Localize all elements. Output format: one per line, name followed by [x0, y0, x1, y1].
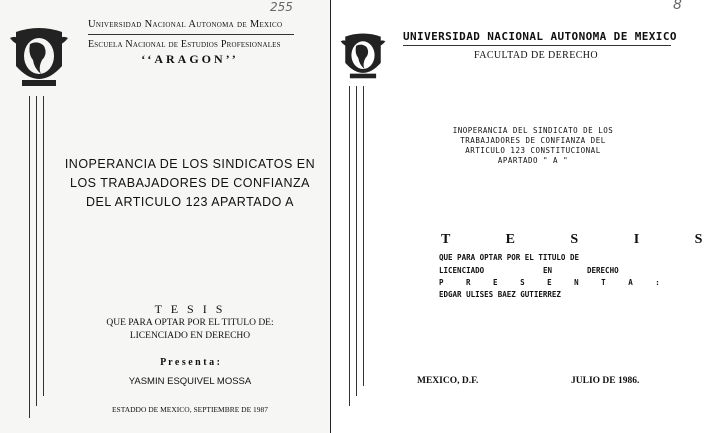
degree-word: LICENCIADO	[439, 266, 485, 275]
degree-text: LICENCIADO EN DERECHO	[129, 331, 251, 341]
purpose-text: QUE PARA OPTAR POR EL TITULO DE	[439, 253, 579, 262]
title-line: INOPERANCIA DE LOS SINDICATOS EN	[64, 157, 316, 171]
title-line: INOPERANCIA DEL SINDICATO DE LOS	[452, 126, 614, 135]
purpose-text: QUE PARA OPTAR POR EL TITULO DE:	[106, 318, 274, 328]
date-text: JULIO DE 1986.	[571, 376, 640, 386]
campus-name: ‘‘ARAGON’’	[141, 52, 239, 66]
presenta-label: P r e s e n t a :	[160, 357, 220, 368]
handwritten-page-number: 8	[673, 0, 682, 13]
unam-seal-icon	[8, 26, 70, 96]
presenta-label: P R E S E N T A :	[439, 278, 669, 287]
author-name: EDGAR ULISES BAEZ GUTIERREZ	[439, 290, 561, 299]
header-rule	[403, 45, 671, 46]
faculty-name: FACULTAD DE DERECHO	[473, 50, 599, 61]
decorative-rule-1	[349, 86, 350, 406]
decorative-rule-2	[36, 96, 37, 406]
place-text: MEXICO, D.F.	[417, 376, 479, 386]
university-name: UNIVERSIDAD NACIONAL AUTONOMA DE MEXICO	[403, 30, 677, 43]
decorative-rule-2	[356, 86, 357, 396]
title-line: TRABAJADORES DE CONFIANZA DEL	[460, 136, 606, 145]
unam-seal-icon	[333, 32, 393, 86]
header-rule	[88, 34, 294, 35]
title-line: LOS TRABAJADORES DE CONFIANZA	[69, 176, 311, 190]
author-name: YASMIN ESQUIVEL MOSSA	[128, 376, 252, 387]
right-thesis-cover	[330, 0, 728, 433]
handwritten-page-number: 255	[270, 0, 293, 14]
degree-word: EN	[543, 266, 553, 275]
school-name: Escuela Nacional de Estudios Profesionales	[88, 39, 281, 50]
university-name: Universidad Nacional Autonoma de Mexico	[88, 19, 283, 30]
decorative-rule-3	[43, 96, 44, 396]
title-line: DEL ARTICULO 123 APARTADO A	[85, 195, 295, 209]
decorative-rule-1	[29, 96, 30, 418]
left-thesis-cover	[0, 0, 330, 433]
title-line: ARTICULO 123 CONSTITUCIONAL	[465, 146, 601, 155]
place-date: ESTADDO DE MEXICO, SEPTIEMBRE DE 1987	[111, 405, 269, 414]
degree-word: DERECHO	[587, 266, 619, 275]
tesis-label: T E S I S	[441, 232, 728, 247]
tesis-label: T E S I S	[154, 302, 226, 316]
decorative-rule-3	[363, 86, 364, 386]
title-line: APARTADO " A "	[497, 156, 569, 165]
